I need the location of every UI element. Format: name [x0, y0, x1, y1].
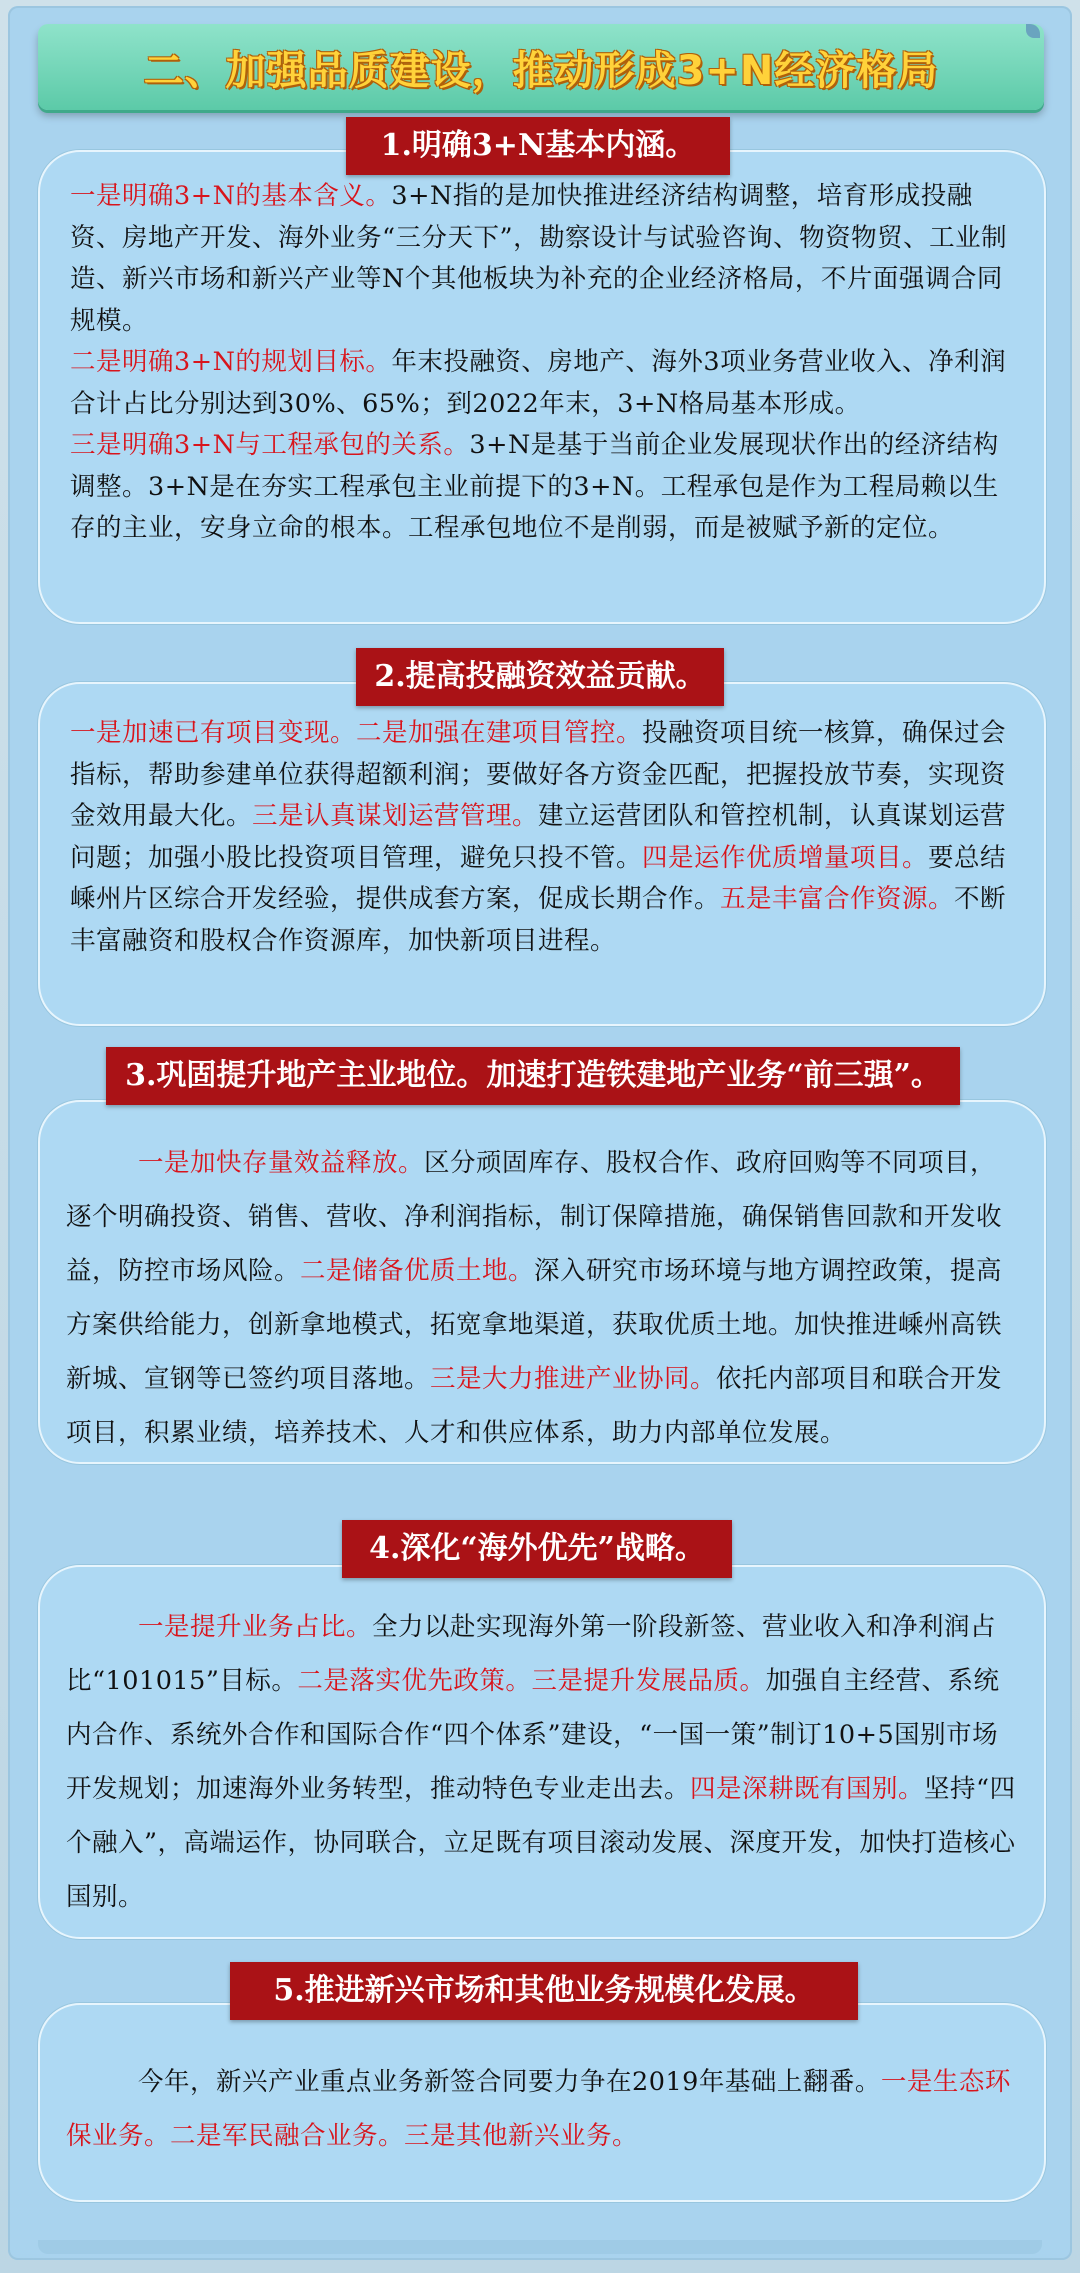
highlight-text: 二是加强在建项目管控。 [356, 718, 643, 748]
paragraph [70, 713, 1018, 962]
highlight-text: 一是提升业务占比。 [138, 1612, 373, 1642]
section-text-4 [66, 1600, 1020, 1924]
body-text: 建立运营团队和管控机制，认真谋划运营问题；加强小股比投资项目管理，避免只投不管。 [70, 801, 1007, 873]
body-text: 3+N是基于当前企业发展现状作出的经济结构调整。3+N是在夯实工程承包主业前提下的3+N。工程承包是作为工程局赖以生存的主业，安身立命的根本。工程承包地位不是削弱，而是被赋予新的定位。 [70, 430, 999, 543]
body-text: 深入研究市场环境与地方调控政策，提高方案供给能力，创新拿地模式，拓宽拿地渠道，获取优质土地。加快推进嵊州高铁新城、宣钢等已签约项目落地。 [66, 1256, 1003, 1394]
page-header [38, 24, 1044, 110]
body-text: 投融资项目统一核算，确保过会指标，帮助参建单位获得超额利润；要做好各方资金匹配，把握投放节奏，实现资金效用最大化。 [70, 718, 1007, 831]
section-label-4: 4.深化“海外优先”战略。 [342, 1520, 732, 1578]
footer-strip [38, 2240, 1042, 2254]
highlight-text: 四是运作优质增量项目。 [642, 842, 929, 873]
paragraph [66, 2055, 1020, 2163]
highlight-text: 五是丰富合作资源。 [720, 884, 955, 914]
section-text-1 [70, 176, 1018, 550]
section-label-3: 3.巩固提升地产主业地位。加速打造铁建地产业务“前三强”。 [106, 1047, 960, 1105]
section-text-3 [66, 1136, 1020, 1460]
header-corner-decoration [1026, 24, 1040, 38]
section-label-2: 2.提高投融资效益贡献。 [356, 648, 724, 706]
paragraph [66, 1136, 1020, 1460]
body-text: 坚持“四个融入”，高端运作，协同联合，立足既有项目滚动发展、深度开发，加快打造核心国别。 [66, 1774, 1016, 1912]
section-label-1: 1.明确3+N基本内涵。 [346, 117, 730, 175]
section-text-2 [70, 713, 1018, 962]
page-title: 二、加强品质建设，推动形成3+N经济格局 [143, 47, 939, 94]
highlight-text: 一是明确3+N的基本含义。 [70, 181, 392, 211]
body-text: 区分顽固库存、股权合作、政府回购等不同项目，逐个明确投资、销售、营收、净利润指标，制订保障措施，确保销售回款和开发收益，防控市场风险。 [66, 1148, 1003, 1286]
section-text-5 [66, 2055, 1020, 2163]
highlight-text: 二是明确3+N的规划目标。 [70, 347, 392, 377]
body-text: 加强自主经营、系统内合作、系统外合作和国际合作“四个体系”建设，“一国一策”制订10+5国别市场开发规划；加速海外业务转型，推动特色专业走出去。 [66, 1666, 1000, 1804]
body-text: 全力以赴实现海外第一阶段新签、营业收入和净利润占比“101015”目标。 [66, 1612, 997, 1696]
highlight-text: 一是加快存量效益释放。 [138, 1148, 425, 1178]
paragraph [70, 425, 1018, 550]
body-text: 年末投融资、房地产、海外3项业务营业收入、净利润合计占比分别达到30%、65%；到2022年末，3+N格局基本形成。 [70, 347, 1007, 419]
paragraph [70, 342, 1018, 425]
highlight-text: 三是大力推进产业协同。 [430, 1364, 717, 1394]
highlight-text: 三是认真谋划运营管理。 [252, 801, 539, 831]
body-text: 要总结嵊州片区综合开发经验，提供成套方案，促成长期合作。 [70, 842, 1007, 914]
highlight-text: 三是明确3+N与工程承包的关系。 [70, 430, 470, 460]
highlight-text: 三是提升发展品质。 [531, 1666, 766, 1696]
highlight-text: 一是加速已有项目变现。 [70, 718, 357, 748]
body-text: 今年，新兴产业重点业务新签合同要力争在2019年基础上翻番。 [138, 2067, 881, 2097]
body-text: 3+N指的是加快推进经济结构调整，培育形成投融资、房地产开发、海外业务“三分天下”，勘察设计与试验咨询、物资物贸、工业制造、新兴市场和新兴产业等N个其他板块为补充的企业经济格局，不片面强调合同规模。 [70, 181, 1008, 336]
highlight-text: 二是储备优质土地。 [300, 1256, 535, 1286]
paragraph [66, 1600, 1020, 1924]
body-text: 不断丰富融资和股权合作资源库，加快新项目进程。 [70, 884, 1007, 956]
highlight-text: 一是生态环保业务。二是军民融合业务。三是其他新兴业务。 [66, 2067, 1011, 2151]
body-text: 依托内部项目和联合开发项目，积累业绩，培养技术、人才和供应体系，助力内部单位发展。 [66, 1364, 1003, 1448]
highlight-text: 四是深耕既有国别。 [690, 1774, 925, 1804]
highlight-text: 二是落实优先政策。 [297, 1666, 532, 1696]
section-label-5: 5.推进新兴市场和其他业务规模化发展。 [230, 1962, 858, 2020]
paragraph [70, 176, 1018, 342]
